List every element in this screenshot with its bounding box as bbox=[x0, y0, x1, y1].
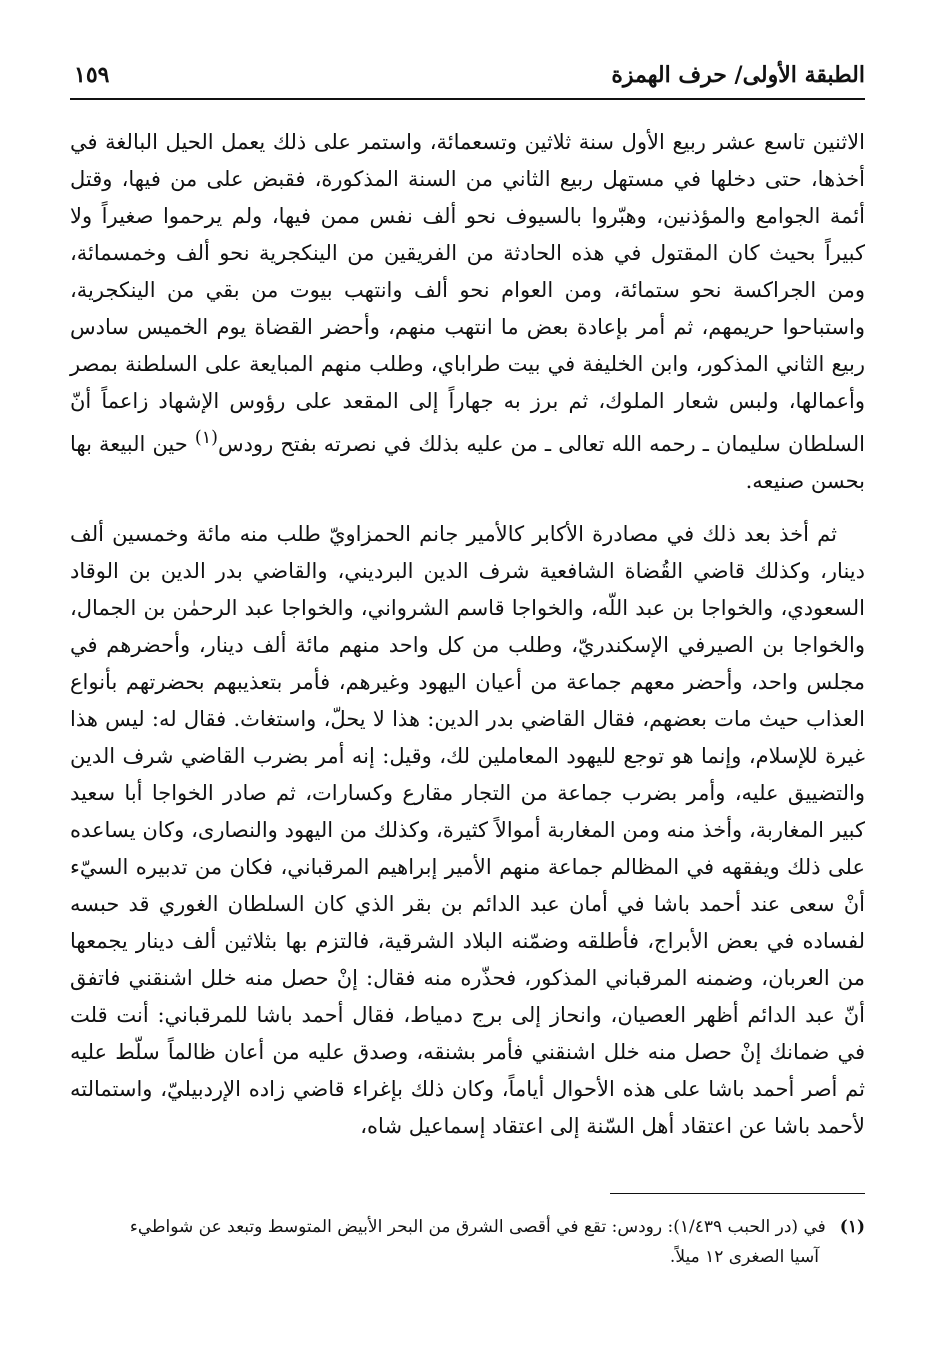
main-text bbox=[70, 124, 865, 1145]
footnote-marker: (١) bbox=[839, 1217, 865, 1237]
page-number: ١٥٩ bbox=[74, 62, 110, 88]
paragraph-1 bbox=[70, 124, 865, 500]
running-title: الطبقة الأولى/ حرف الهمزة bbox=[611, 62, 865, 88]
paragraph-2: ثم أخذ بعد ذلك في مصادرة الأكابر كالأمير جانم الحمزاويّ طلب منه مائة وخمسين ألف دينار، وكذلك قاضي القُضاة الشافعية شرف الدين البرديني، والقاضي بدر الدين بن الوقاد السعودي، والخواجا بن عبد اللّه، والخواجا قاسم الشرواني، والخواجا عبد الرحمٰن بن الجمال، والخواجا بن الصيرفي الإسكندريّ، وطلب من كل واحد منهم مائة ألف دينار، وأحضرهم في مجلس واحد، وأحضر معهم جماعة من أعيان اليهود وغيرهم، فأمر بتعذيبهم بحضرتهم بأنواع العذاب حيث مات بعضهم، فقال القاضي بدر الدين: هذا لا يحلّ، واستغاث. فقال له: ليس هذا غيرة للإسلام، وإنما هو توجع لليهود المعاملين لك، وقيل: إنه أمر بضرب القاضي شرف الدين والتضييق عليه، وأمر بضرب جماعة من التجار مقارع وكسارات، ثم صادر الخواجا أبا سعيد كبير المغاربة، وأخذ منه ومن المغاربة أموالاً كثيرة، وكذلك من اليهود والنصارى، وكان يساعده على ذلك ويفقهه في المظالم جماعة منهم الأمير إبراهيم المرقباني، فكان من تدبيره السيّء أنْ سعى عند أحمد باشا في أمان عبد الدائم بن بقر الذي كان السلطان الغوري قد حبسه لفساده في بعض الأبراج، فأطلقه وضمّنه البلاد الشرقية، فالتزم بها بثلاثين ألف دينار يجمعها من العربان، وضمنه المرقباني المذكور، فحذّره منه فقال: إنْ حصل منه خلل اشنقني فاتفق أنّ عبد الدائم أظهر العصيان، وانحاز إلى برج دمياط، فقال أحمد باشا للمرقباني: أنت قلت في ضمانك إنْ حصل منه خلل اشنقني فأمر بشنقه، وصدق عليه من أعان ظالماً سلّط عليه ثم أصر أحمد باشا على هذه الأحوال أياماً، وكان ذلك بإغراء قاضي زاده الإردبيليّ، واستمالته لأحمد باشا عن اعتقاد أهل السّنة إلى اعتقاد إسماعيل شاه، bbox=[70, 522, 865, 1138]
page-header bbox=[70, 58, 865, 100]
footnote-reference: (١) bbox=[194, 428, 218, 448]
footnote-line-1: في (در الحبب ١/٤٣٩): رودس: تقع في أقصى الشرق من البحر الأبيض المتوسط وتبعد عن شواطيء bbox=[129, 1217, 826, 1237]
paragraph-1-text: الاثنين تاسع عشر ربيع الأول سنة ثلاثين وتسعمائة، واستمر على ذلك يعمل الحيل البالغة في أخذها، حتى دخلها في مستهل ربيع الثاني من السنة المذكورة، فقبض على من فيها، وقتل أئمة الجوامع والمؤذنين، وهبّروا بالسيوف نحو ألف نفس ممن فيها، ولم يرحموا صغيراً ولا كبيراً بحيث كان المقتول في هذه الحادثة من الفريقين من الينكجرية نحو ألف وخمسمائة، ومن الجراكسة نحو ستمائة، ومن العوام نحو ألف وانتهب بيوت من بقي من الينكجرية، واستباحوا حريمهم، ثم أمر بإعادة بعض ما انتهب منهم، وأحضر القضاة يوم الخميس سادس ربيع الثاني المذكور، وابن الخليفة في بيت طراباي، وطلب منهم المبايعة على السلطنة بمصر وأعمالها، ولبس شعار الملوك، ثم برز به جهاراً إلى المقعد على رؤوس الإشهاد زاعماً أنّ السلطان سليمان ـ رحمه الله تعالى ـ من عليه بذلك في نصرته بفتح رودس bbox=[70, 130, 865, 456]
paragraph-1-end: حين البيعة بها بحسن صنيعه. bbox=[70, 432, 865, 493]
footnote bbox=[70, 1212, 865, 1272]
footnote-line-2: آسيا الصغرى ١٢ ميلاً. bbox=[669, 1247, 819, 1267]
footnote-divider bbox=[610, 1193, 865, 1194]
